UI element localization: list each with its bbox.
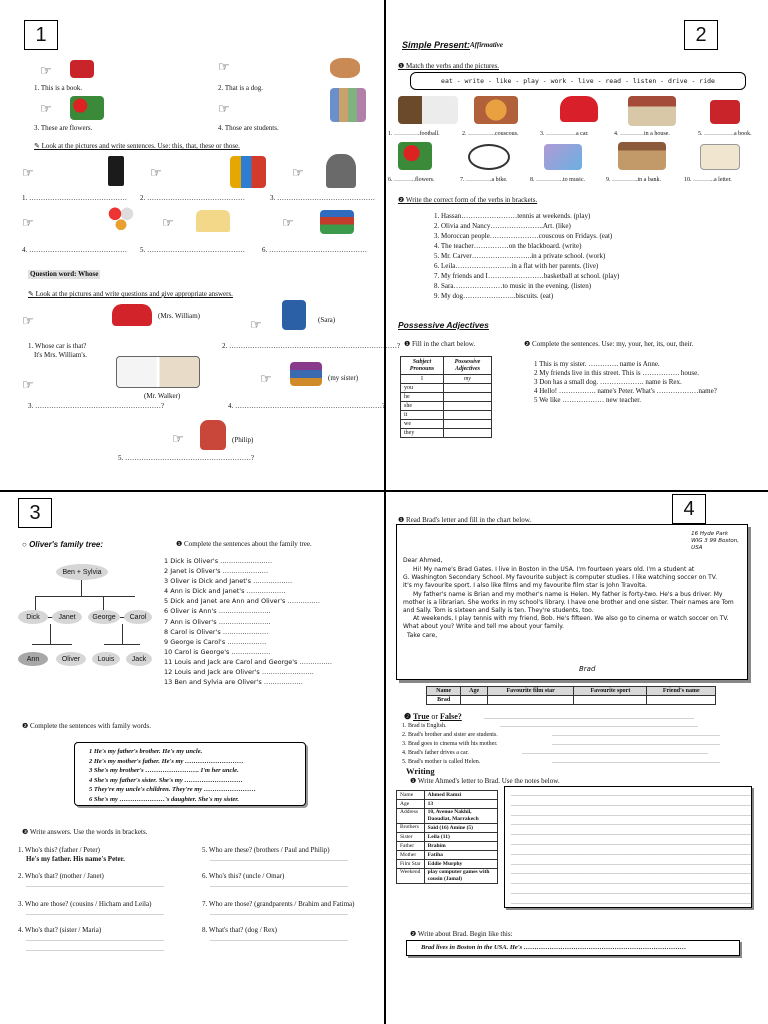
- answer-blank: …………………………………………………………………………: [552, 759, 720, 765]
- table-row: [401, 429, 492, 438]
- letter-address: 16 Hyde Park WIG 3 99 Boston, USA: [691, 531, 739, 551]
- match-row1-3: 3. ……………a car.: [540, 131, 589, 137]
- blank-line-2: 2. ……………………………………: [140, 194, 245, 202]
- verb-item-8: 8. Sara…………………to music in the evening. (listen): [434, 282, 592, 290]
- tree-node-jack: Jack: [126, 652, 152, 666]
- instruction-correct-form: ❷ Write the correct form of the verbs in brackets.: [398, 196, 538, 204]
- brad-chart: [426, 686, 716, 705]
- family-sentence: 13 Ben and Sylvia are Oliver's ………………: [164, 678, 303, 687]
- verb-item-1: 1. Hassan……………………tennis at weekends. (play): [434, 212, 591, 220]
- table-row: [401, 375, 492, 384]
- chart-header: Friend's name: [647, 687, 716, 696]
- answer-question-1: 1. Who's this? (father / Peter): [18, 846, 100, 854]
- true-false-item-3: 3. Brad goes to cinema with his mother.: [402, 741, 498, 747]
- possessive-cell[interactable]: [443, 384, 491, 393]
- section-number-1: 1: [24, 20, 58, 50]
- pointing-hand-icon: ☞: [22, 215, 34, 230]
- blank-question-4: 4. ………………………………………………………?: [228, 402, 386, 410]
- chart-cell: Brad: [427, 696, 461, 705]
- chair-image: [108, 156, 124, 186]
- blank-question-5: 5. ………………………………………………?: [118, 454, 255, 462]
- flowers2-image: [398, 142, 432, 170]
- tree-node-carol: Carol: [124, 610, 152, 624]
- table-row: [401, 420, 492, 429]
- answer-blank: ……………………………………………………………: [210, 911, 348, 917]
- answer-blank: ……………………………………………………………: [210, 883, 348, 889]
- family-sentence: 3 Oliver is Dick and Janet's ………………: [164, 577, 293, 586]
- verb-item-5: 5. Mr. Carver……………………..in a private school. (work): [434, 252, 606, 260]
- match-row1-4: 4. …………in a house.: [614, 131, 670, 137]
- letter-signature: Brad: [579, 665, 596, 673]
- book-image: [70, 60, 94, 78]
- chart-header-row: [401, 357, 492, 375]
- bike-image: [468, 144, 510, 170]
- pointing-hand-icon: ☞: [218, 101, 230, 116]
- tree-line: [104, 644, 140, 645]
- section-number-2: 2: [684, 20, 718, 50]
- letter-image: [700, 144, 740, 170]
- answer-question-6: 6. Who's this? (uncle / Omar): [202, 872, 285, 880]
- schoolbag-image: [200, 420, 226, 450]
- label-mrs-william: (Mrs. William): [158, 312, 200, 320]
- answer-example: He's my father. His name's Peter.: [26, 855, 125, 863]
- verb-item-7: 7. My friends and I……………………basketball at school. (play): [434, 272, 620, 280]
- table-row: [397, 860, 498, 869]
- chart-header: Name: [427, 687, 461, 696]
- tree-node-george: George: [88, 610, 120, 624]
- tree-line: [103, 596, 104, 610]
- family-sentences-list: [164, 556, 332, 687]
- family-word-sentence: 2 He's my mother's father. He's my ………………………: [89, 757, 244, 765]
- example-sentence-4: 4. Those are students.: [218, 124, 279, 132]
- answer-blank: ……………………………………………………………: [26, 883, 164, 889]
- tree-node-ann: Ann: [18, 652, 48, 666]
- example-answer: It's Mrs. William's.: [34, 351, 88, 359]
- possessive-sentence-5: 5 We like ……………… new teacher.: [534, 396, 642, 404]
- table-row: [397, 800, 498, 809]
- label-my-sister: (my sister): [328, 374, 359, 382]
- letter-box: [396, 524, 748, 680]
- possessive-sentence-1: 1 This is my sister. …………. name is Anne.: [534, 360, 660, 368]
- instruction-match-verbs: ❶ Match the verbs and the pictures.: [398, 62, 499, 70]
- match-row2-10: 10. ………..a letter.: [684, 177, 732, 183]
- table-row: [397, 869, 498, 884]
- answer-blank: ……………………………………………………………………………………………: [484, 715, 694, 721]
- chart-cell[interactable]: [487, 696, 573, 705]
- family-sentence: 5 Dick and Janet are Ann and Oliver's ……………: [164, 597, 320, 606]
- note-value: play computer games with cousin (Jamal): [424, 869, 497, 884]
- table-row: [397, 824, 498, 833]
- true-false-item-4: 4. Brad's father drives a car.: [402, 750, 469, 756]
- table-row: [401, 411, 492, 420]
- family-word-sentence: 3 She's my brother's ……………………. I'm her uncle.: [89, 767, 239, 774]
- answer-question-3: 3. Who are those? (cousins / Hicham and Leila): [18, 900, 152, 908]
- true-false-title: ❷ True or False?: [404, 712, 462, 721]
- note-value: Eddie Murphy: [424, 860, 497, 869]
- instruction-family-tree: ❶ Complete the sentences about the family tree.: [176, 540, 312, 548]
- note-label: Weekend: [397, 869, 425, 884]
- computer-image: [282, 300, 306, 330]
- label-mr-walker: (Mr. Walker): [144, 392, 181, 400]
- parrots-image: [230, 156, 266, 188]
- note-label: Mother: [397, 851, 425, 860]
- tree-line: [35, 596, 36, 610]
- pronoun-cell: you: [401, 384, 444, 393]
- family-words-box: [74, 742, 306, 806]
- balls-image: [106, 206, 136, 232]
- instruction-write-answers: ❸ Write answers. Use the words in brackets.: [22, 828, 148, 836]
- answer-question-8: 8. What's that? (dog / Rex): [202, 926, 278, 934]
- chart-header: Favourite sport: [574, 687, 647, 696]
- music-image: [544, 144, 582, 170]
- possessive-sentence-2: 2 My friends live in this street. This is ……………. house.: [534, 369, 699, 377]
- possessive-cell[interactable]: [443, 402, 491, 411]
- book2-image: [710, 100, 740, 124]
- simple-present-subtitle: Affirmative: [470, 41, 503, 49]
- tree-line: [50, 624, 51, 644]
- red-car-image: [560, 96, 598, 122]
- table-row: [397, 851, 498, 860]
- dog-image: [330, 58, 360, 78]
- verbs-box: eat - write - like - play - work - live - read - listen - drive - ride: [410, 72, 746, 90]
- note-label: Sister: [397, 833, 425, 842]
- pointing-hand-icon: ☞: [162, 215, 174, 230]
- possessive-cell[interactable]: my: [443, 375, 491, 384]
- tree-line: [81, 580, 82, 596]
- bank-image: [618, 142, 666, 170]
- section-number-3: 3: [18, 498, 52, 528]
- pointing-hand-icon: ☞: [40, 101, 52, 116]
- note-label: Brothers: [397, 824, 425, 833]
- family-sentence: 11 Louis and Jack are Carol and George's ……………: [164, 657, 333, 666]
- family-sentence: 7 Ann is Oliver's ……………………: [164, 617, 271, 626]
- chart-cell[interactable]: [647, 696, 716, 705]
- instruction-fill-chart: ❶ Fill in the chart below.: [404, 340, 476, 348]
- match-row1-1: 1. ………….football.: [388, 131, 440, 137]
- instruction-complete-possessive: ❷ Complete the sentences. Use: my, your, her, its, our, their.: [524, 340, 694, 348]
- family-sentence: 2 Janet is Oliver's …………………: [164, 567, 269, 576]
- family-word-sentence: 6 She's my …………………'s daughter. She's my sister.: [89, 795, 240, 803]
- blank-line-5: 5. ……………………………………: [140, 246, 245, 254]
- pointing-hand-icon: ☞: [260, 371, 272, 386]
- simple-present-title: Simple Present:: [402, 40, 471, 50]
- pointing-hand-icon: ☞: [22, 377, 34, 392]
- possessive-cell[interactable]: [443, 420, 491, 429]
- family-sentence: 9 George is Carol's ………………: [164, 637, 267, 646]
- vertical-divider: [384, 0, 386, 1024]
- pointing-hand-icon: ☞: [292, 165, 304, 180]
- pointing-hand-icon: ☞: [218, 59, 230, 74]
- family-word-sentence: 1 He's my father's brother. He's my uncle.: [89, 748, 203, 755]
- label-sara: (Sara): [318, 316, 336, 324]
- note-value: Ahmed Ramzi: [424, 791, 497, 800]
- family-sentence: 8 Carol is Oliver's …………………: [164, 627, 269, 636]
- table-row: [401, 393, 492, 402]
- answer-blank: ……………………………………………………………: [26, 911, 164, 917]
- tree-node-dick: Dick: [18, 610, 48, 624]
- section-number-4: 4: [672, 494, 706, 524]
- cat-image: [326, 154, 356, 188]
- letter-body: Hi! My name's Brad Gates. I live in Boston in the USA. I'm fourteen years old. I'm a student at G. Washington Secondary School. My favourite subject is computer studies. I like watching soccer on TV. It's my favourite sport. I also like films and my favourite film star is John Travolta. My father's name is Brian and my mother's name is Helen. My father is forty-two. He's a bus driver. My mother is a librarian. She works in my school's library. I have one brother and one sister. Their names are Tom and Sally. Tom is sixteen and Sally is ten. They're students, too. At weekends, I play tennis with my friend, Bob. He's fifteen. We also go to cinema or watch soccer on TV. What about you? Write and tell me about your family. Take care,: [403, 566, 734, 639]
- match-row1-5: 5. ……………a book.: [698, 131, 752, 137]
- flowers-image: [70, 96, 104, 120]
- answer-question-4: 4. Who's that? (sister / Maria): [18, 926, 102, 934]
- chart-header: Favourite film star: [487, 687, 573, 696]
- possessive-cell[interactable]: [443, 429, 491, 438]
- writing-lines: ………………………………………………………………………………………………………… ………………………………………………………………………………………………………… ………………………………………………………………………………………………………… ………………………………………………………………………………………………………… ………………………………………………………………………………………………………… ………………………………………………………………………………………………………… ………………………………………………………………………………………………………… ………………………………………………………………………………………………………… ………………………………………………………………………………………………………… ………………………………………………………………………………………………………… ………………………………………………………………………………………………………… …………………………………………………………………………………………………………: [511, 792, 751, 906]
- family-sentence: 10 Carol is George's ………………: [164, 647, 271, 656]
- pronoun-cell: we: [401, 420, 444, 429]
- verb-item-9: 9. My dog…………………..biscuits. (eat): [434, 292, 554, 300]
- possessive-chart: [400, 356, 492, 438]
- blank-line-1: 1. ……………………………………: [22, 194, 127, 202]
- family-word-sentence: 4 She's my father's sister. She's my ………………………: [89, 776, 243, 784]
- true-false-item-5: 5. Brad's mother is called Helen.: [402, 759, 481, 765]
- tree-node-oliver: Oliver: [56, 652, 86, 666]
- family-tree-title: ○ Oliver's family tree:: [22, 540, 103, 549]
- instruction-writing: ❶ Write Ahmed's letter to Brad. Use the notes below.: [410, 777, 560, 785]
- answer-blank: …………………………………………………………………………: [552, 732, 720, 738]
- answer-question-5: 5. Who are these? (brothers / Paul and Philip): [202, 846, 330, 854]
- label-philip: (Philip): [232, 436, 254, 444]
- example-question: 1. Whose car is that?: [28, 342, 87, 350]
- answer-blank: ……………………………………………………………: [210, 937, 348, 943]
- pointing-hand-icon: ☞: [172, 431, 184, 446]
- pointing-hand-icon: ☞: [250, 317, 262, 332]
- note-label: Age: [397, 800, 425, 809]
- family-word-sentence: 5 They're my uncle's children. They're my ……………………: [89, 786, 256, 793]
- verb-item-2: 2. Olivia and Nancy…………………..Art. (like): [434, 222, 571, 230]
- table-row: [397, 791, 498, 800]
- note-value: Leila (11): [424, 833, 497, 842]
- note-label: Film Star: [397, 860, 425, 869]
- example-sentence-2: 2. That is a dog.: [218, 84, 263, 92]
- answer-blank: …………………………………………………………………………………: [522, 750, 708, 756]
- chart-cell[interactable]: [461, 696, 488, 705]
- cows-image: [116, 356, 200, 388]
- example-sentence-1: 1. This is a book.: [34, 84, 83, 92]
- cake-image: [196, 210, 230, 232]
- house-image: [628, 96, 676, 126]
- verb-item-4: 4. The teacher……………on the blackboard. (write): [434, 242, 582, 250]
- note-label: Father: [397, 842, 425, 851]
- possessive-cell[interactable]: [443, 393, 491, 402]
- pointing-hand-icon: ☞: [150, 165, 162, 180]
- possessive-sentence-3: 3 Don has a small dog. ………………. name is Rex.: [534, 378, 682, 386]
- pronoun-cell: he: [401, 393, 444, 402]
- true-false-item-1: 1. Brad is English.: [402, 723, 447, 729]
- writing-area[interactable]: [504, 786, 752, 908]
- tree-node-louis: Louis: [92, 652, 120, 666]
- match-row2-9: 9. ………….in a bank.: [606, 177, 661, 183]
- instruction-this-that: ✎ Look at the pictures and write sentences. Use: this, that, these or those.: [34, 142, 240, 150]
- table-row: [427, 696, 716, 705]
- instruction-write-about-brad: ❷ Write about Brad. Begin like this:: [410, 930, 513, 938]
- blank-question-3: 3. ………………………………………………?: [28, 402, 165, 410]
- table-row: [401, 384, 492, 393]
- note-value: 13: [424, 800, 497, 809]
- verb-item-3: 3. Moroccan people…………………couscous on Fridays. (eat): [434, 232, 613, 240]
- tree-node-janet: Janet: [52, 610, 82, 624]
- blank-line-4: 4. ……………………………………: [22, 246, 127, 254]
- verb-item-6: 6. Leila……………………in a flat with her parents. (live): [434, 262, 599, 270]
- pointing-hand-icon: ☞: [22, 313, 34, 328]
- note-value: Brahim: [424, 842, 497, 851]
- possessive-sentence-4: 4 Hello! ……………. name's Peter. What's ………………name?: [534, 387, 717, 395]
- writing-title: Writing: [406, 766, 435, 776]
- table-row: [397, 833, 498, 842]
- chart-header: Possessive Adjectives: [443, 357, 491, 375]
- family-sentence: 4 Ann is Dick and Janet's ………………: [164, 587, 286, 596]
- instruction-whose: ✎ Look at the pictures and write questions and give appropriate answers.: [28, 290, 233, 298]
- pointing-hand-icon: ☞: [22, 165, 34, 180]
- match-row2-7: 7. ………….a bike.: [460, 177, 508, 183]
- pronoun-cell: I: [401, 375, 444, 384]
- example-sentence-3: 3. These are flowers.: [34, 124, 93, 132]
- chart-header: Age: [461, 687, 488, 696]
- answer-blank: ……………………………………………………………: [26, 947, 164, 953]
- blank-line-6: 6. ……………………………………: [262, 246, 367, 254]
- family-sentence: 12 Louis and Jack are Oliver's ……………………: [164, 668, 314, 677]
- table-row: [397, 809, 498, 824]
- pronoun-cell: she: [401, 402, 444, 411]
- couscous-image: [474, 96, 518, 124]
- answer-blank: …………………………………………………………………………: [552, 741, 720, 747]
- answer-question-7: 7. Who are those? (grandparents / Brahim and Fatima): [202, 900, 355, 908]
- note-value: Fatiha: [424, 851, 497, 860]
- match-row2-8: 8. …………..to music.: [530, 177, 585, 183]
- question-word-heading: Question word: Whose: [30, 270, 99, 278]
- answer-blank: ……………………………………………………………: [26, 937, 164, 943]
- chart-header: Subject Pronouns: [401, 357, 444, 375]
- chart-header-row: [427, 687, 716, 696]
- note-value: 10, Avenue Nakhil, Daoudiat, Marrakech: [424, 809, 497, 824]
- blank-question-2: 2. ………………………………………………………………?: [222, 342, 401, 350]
- car-image: [112, 304, 152, 326]
- football-players-image: [398, 96, 458, 124]
- pronoun-cell: it: [401, 411, 444, 420]
- note-label: Address: [397, 809, 425, 824]
- pointing-hand-icon: ☞: [282, 215, 294, 230]
- tree-node-grandparents: Ben + Sylvia: [56, 564, 108, 580]
- instruction-family-words: ❷ Complete the sentences with family words.: [22, 722, 151, 730]
- tree-line: [35, 596, 135, 597]
- answer-blank: ………………………………………………………………………………………: [500, 723, 698, 729]
- letter-greeting: Dear Ahmed,: [403, 557, 443, 564]
- write-about-brad-box[interactable]: Brad lives in Boston in the USA. He's …………………………………………………………………: [406, 940, 740, 956]
- family-sentence: 6 Oliver is Ann's ……………………: [164, 607, 271, 616]
- match-row1-2: 2. …………..couscous.: [462, 131, 519, 137]
- match-row2-6: 6. ………..flowers.: [388, 177, 435, 183]
- books-stack-image: [290, 362, 322, 386]
- note-value: Said (16) Amine (5): [424, 824, 497, 833]
- answer-question-2: 2. Who's that? (mother / Janet): [18, 872, 104, 880]
- horizontal-divider: [0, 490, 768, 492]
- tree-line: [32, 644, 72, 645]
- true-false-item-2: 2. Brad's brother and sister are students.: [402, 732, 498, 738]
- table-row: [401, 402, 492, 411]
- possessive-adjectives-title: Possessive Adjectives: [398, 320, 489, 330]
- family-sentence: 1 Dick is Oliver's ……………………: [164, 557, 273, 565]
- pointing-hand-icon: ☞: [40, 63, 52, 78]
- pronoun-cell: they: [401, 429, 444, 438]
- answer-blank: ……………………………………………………………: [210, 857, 348, 863]
- instruction-read-letter: ❶ Read Brad's letter and fill in the chart below.: [398, 516, 532, 524]
- students-image: [330, 88, 366, 122]
- chart-cell[interactable]: [574, 696, 647, 705]
- ahmed-notes-table: [396, 790, 498, 884]
- blank-line-3: 3. ……………………………………: [270, 194, 375, 202]
- note-label: Name: [397, 791, 425, 800]
- possessive-cell[interactable]: [443, 411, 491, 420]
- tree-line: [122, 624, 123, 644]
- table-row: [397, 842, 498, 851]
- books-image: [320, 210, 354, 234]
